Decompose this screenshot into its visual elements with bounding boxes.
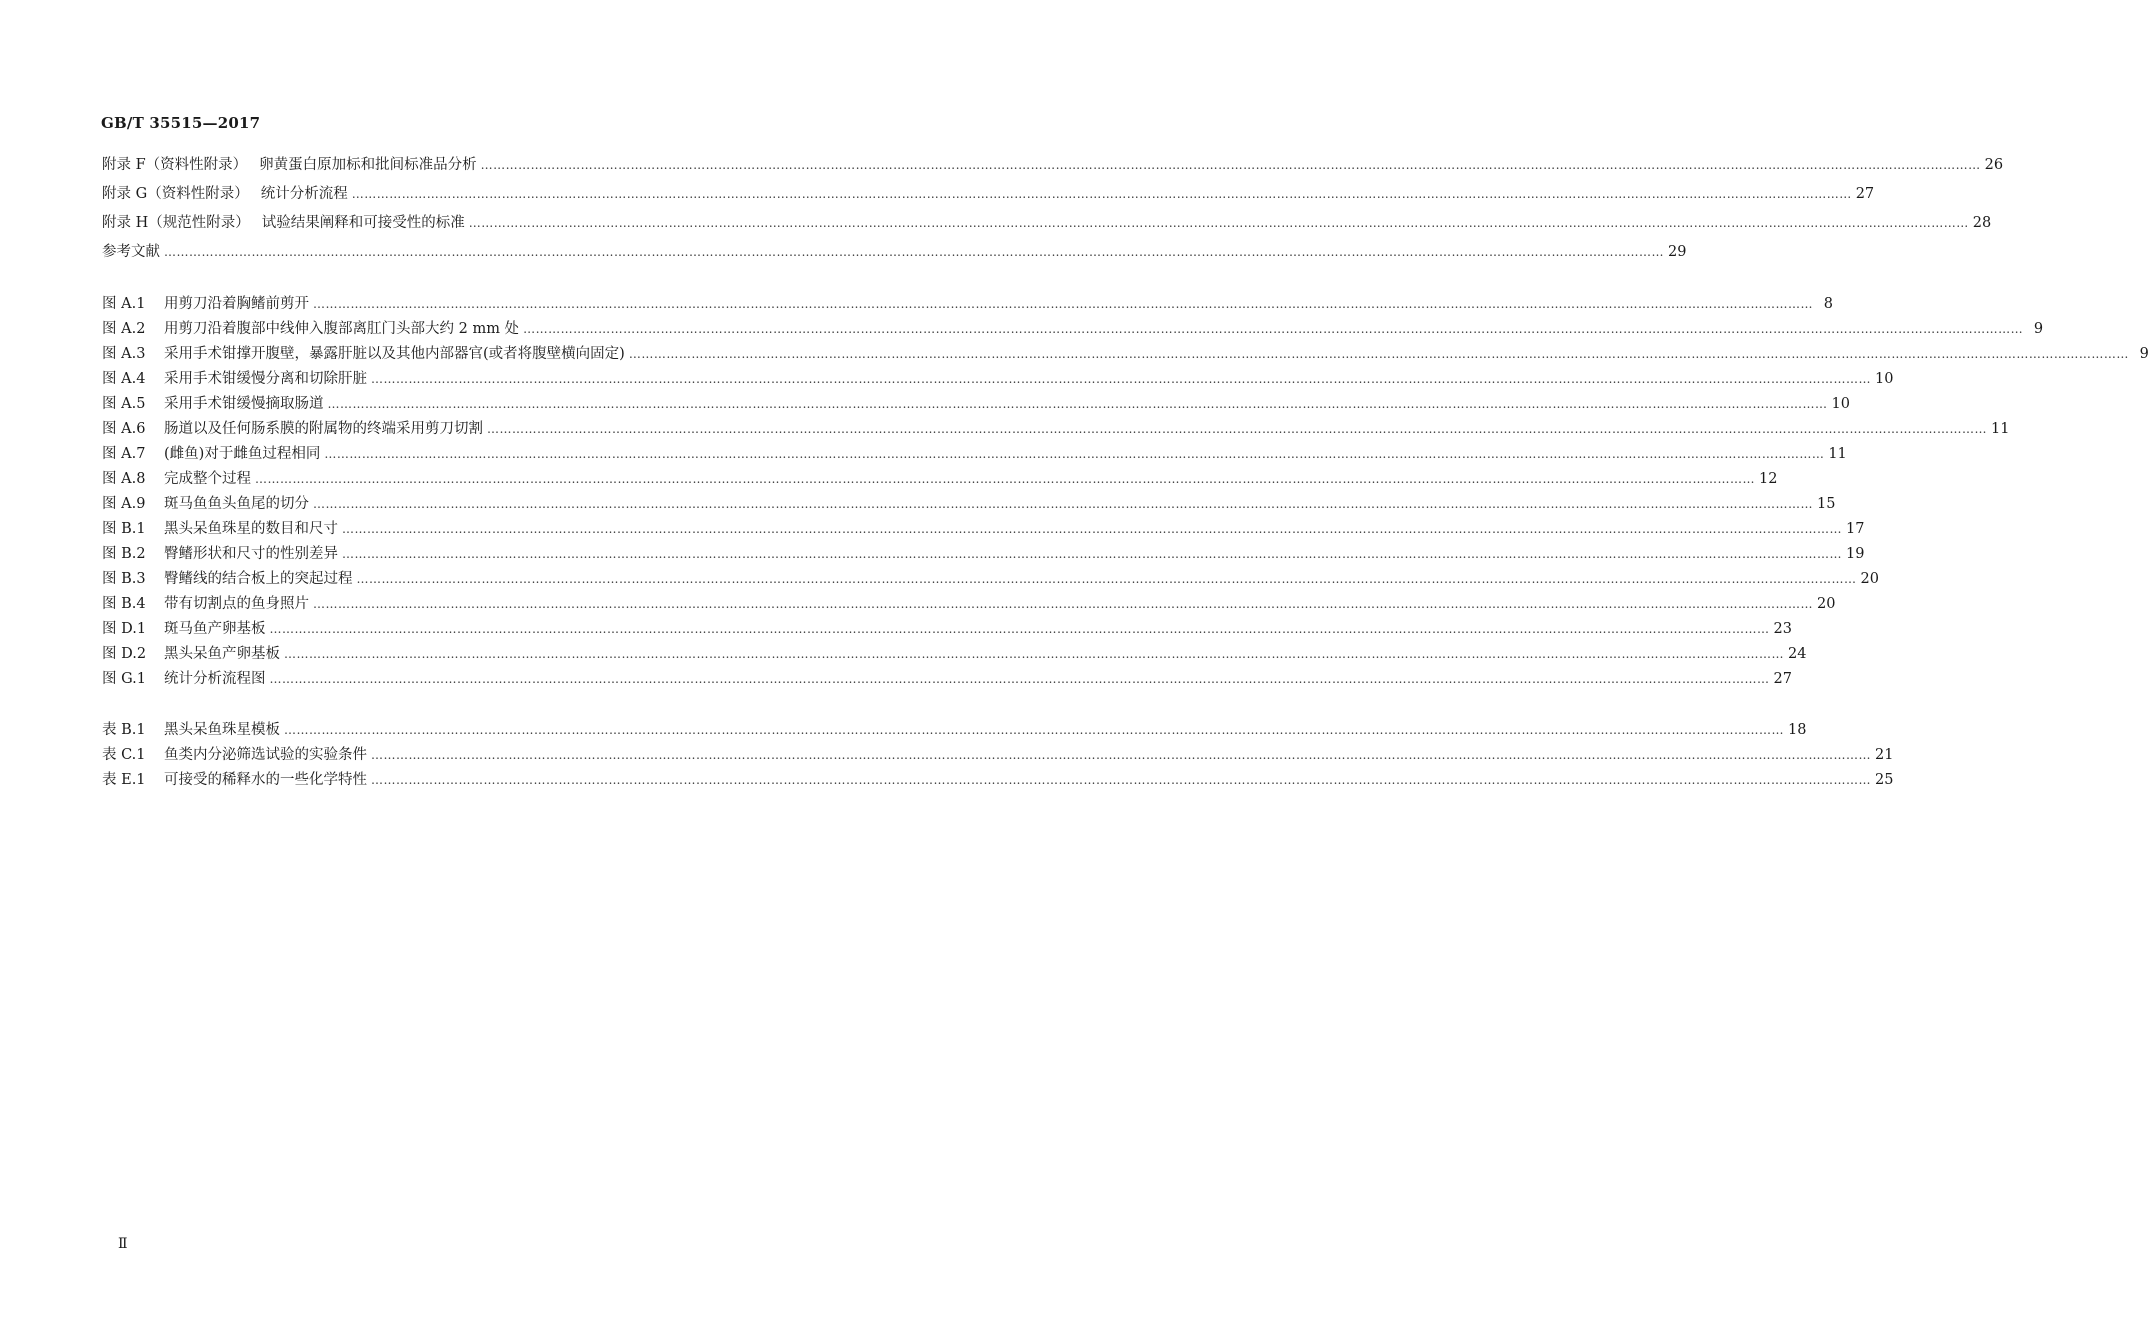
toc-entry-title: 统计分析流程 bbox=[260, 186, 348, 202]
toc-entry-title: 试验结果阐释和可接受性的标准 bbox=[261, 215, 465, 231]
toc-entry-label: 图 A.4 bbox=[102, 371, 146, 387]
toc-entry-page: 27 bbox=[1773, 671, 1792, 687]
toc-entry[interactable] bbox=[102, 617, 1792, 642]
dot-leader: ……………………………………………………………………………………………………………………………………………………………………………………………………………………………………………………………………………………………………………………………… bbox=[269, 622, 1770, 636]
toc-entry-page: 8 bbox=[1823, 296, 1833, 312]
toc-entry[interactable] bbox=[102, 467, 1778, 492]
toc-entry-title: (雌鱼)对于雌鱼过程相同 bbox=[164, 446, 321, 462]
toc-entry-page: 12 bbox=[1759, 471, 1778, 487]
toc-entry[interactable] bbox=[102, 667, 1792, 692]
toc-entry[interactable] bbox=[102, 768, 1894, 793]
toc-entry-page: 10 bbox=[1831, 396, 1850, 412]
toc-entry-label: 图 A.3 bbox=[102, 346, 146, 362]
dot-leader: ……………………………………………………………………………………………………………………………………………………………………………………………………………………………………………………………………………………………………………………………… bbox=[313, 497, 1813, 511]
dot-leader: ……………………………………………………………………………………………………………………………………………………………………………………………………………………………………………………………………………………………………………………………… bbox=[313, 297, 1813, 311]
toc-table-list bbox=[102, 718, 1894, 793]
toc-entry-page: 27 bbox=[1855, 186, 1875, 202]
toc-entry-page: 15 bbox=[1817, 496, 1836, 512]
dot-leader: ……………………………………………………………………………………………………………………………………………………………………………………………………………………………………………………………………………………………………………………………… bbox=[324, 447, 1825, 461]
toc-entry[interactable] bbox=[102, 342, 2149, 367]
toc-entry-title: 用剪刀沿着腹部中线伸入腹部离肛门头部大约 2 mm 处 bbox=[164, 321, 520, 337]
toc-entry-page: 28 bbox=[1972, 215, 1992, 231]
toc-appendix-section bbox=[102, 153, 2004, 269]
dot-leader: ……………………………………………………………………………………………………………………………………………………………………………………………………………………………………………………………………………………………………………………………… bbox=[342, 547, 1842, 561]
toc-entry-label: 图 A.8 bbox=[102, 471, 146, 487]
toc-entry-page: 21 bbox=[1875, 747, 1894, 763]
dot-leader: ……………………………………………………………………………………………………………………………………………………………………………………………………………………………………………………………………………………………………………………………… bbox=[480, 158, 1981, 172]
toc-entry-page: 9 bbox=[2033, 321, 2044, 337]
toc-entry-label: 图 B.1 bbox=[102, 521, 146, 537]
toc-entry-page: 25 bbox=[1875, 772, 1894, 788]
toc-entry-label: 图 A.1 bbox=[102, 296, 146, 312]
toc-entry-title: 采用手术钳缓慢分离和切除肝脏 bbox=[164, 371, 367, 387]
dot-leader: ……………………………………………………………………………………………………………………………………………………………………………………………………………………………………………………………………………………………………………………………… bbox=[164, 245, 1664, 259]
toc-entry-label: 附录 H（规范性附录） bbox=[102, 215, 250, 231]
dot-leader: ……………………………………………………………………………………………………………………………………………………………………………………………………………………………………………………………………………………………………………………………… bbox=[468, 216, 1969, 230]
toc-entry-title: 采用手术钳撑开腹壁，暴露肝脏以及其他内部器官(或者将腹壁横向固定) bbox=[164, 346, 625, 362]
toc-entry-title: 参考文献 bbox=[102, 244, 160, 260]
dot-leader: ……………………………………………………………………………………………………………………………………………………………………………………………………………………………………………………………………………………………………………………………… bbox=[356, 572, 1857, 586]
toc-entry-title: 黑头呆鱼珠星的数目和尺寸 bbox=[164, 521, 338, 537]
toc-entry-title: 卵黄蛋白原加标和批间标准品分析 bbox=[259, 157, 477, 173]
toc-entry-label: 图 A.9 bbox=[102, 496, 146, 512]
toc-entry-page: 11 bbox=[1991, 421, 2010, 437]
toc-entry[interactable] bbox=[102, 517, 1865, 542]
dot-leader: ……………………………………………………………………………………………………………………………………………………………………………………………………………………………………………………………………………………………………………………………… bbox=[523, 322, 2024, 336]
dot-leader: ……………………………………………………………………………………………………………………………………………………………………………………………………………………………………………………………………………………………………………………………… bbox=[327, 397, 1828, 411]
toc-entry-label: 图 A.2 bbox=[102, 321, 146, 337]
toc-entry[interactable] bbox=[102, 182, 1875, 211]
dot-leader: ……………………………………………………………………………………………………………………………………………………………………………………………………………………………………………………………………………………………………………………………… bbox=[351, 187, 1852, 201]
toc-entry-title: 完成整个过程 bbox=[164, 471, 251, 487]
toc-figure-list bbox=[102, 292, 2149, 692]
page-number: Ⅱ bbox=[118, 1236, 128, 1252]
toc-entry-page: 23 bbox=[1773, 621, 1792, 637]
toc-entry[interactable] bbox=[102, 542, 1865, 567]
toc-entry-title: 带有切割点的鱼身照片 bbox=[164, 596, 309, 612]
toc-entry-page: 26 bbox=[1984, 157, 2004, 173]
dot-leader: ……………………………………………………………………………………………………………………………………………………………………………………………………………………………………………………………………………………………………………………………… bbox=[487, 422, 1987, 436]
dot-leader: ……………………………………………………………………………………………………………………………………………………………………………………………………………………………………………………………………………………………………………………………… bbox=[284, 647, 1784, 661]
toc-entry-title: 斑马鱼鱼头鱼尾的切分 bbox=[164, 496, 309, 512]
toc-entry-label: 图 G.1 bbox=[102, 671, 147, 687]
toc-entry-title: 鱼类内分泌筛选试验的实验条件 bbox=[164, 747, 367, 763]
toc-entry-page: 20 bbox=[1817, 596, 1836, 612]
dot-leader: ……………………………………………………………………………………………………………………………………………………………………………………………………………………………………………………………………………………………………………………………… bbox=[371, 372, 1871, 386]
toc-entry-label: 图 A.6 bbox=[102, 421, 146, 437]
toc-entry-label: 图 B.3 bbox=[102, 571, 146, 587]
dot-leader: ……………………………………………………………………………………………………………………………………………………………………………………………………………………………………………………………………………………………………………………………… bbox=[269, 672, 1770, 686]
toc-entry-page: 20 bbox=[1860, 571, 1879, 587]
toc-entry-label: 附录 F（资料性附录） bbox=[102, 157, 248, 173]
toc-entry[interactable] bbox=[102, 367, 1894, 392]
dot-leader: ……………………………………………………………………………………………………………………………………………………………………………………………………………………………………………………………………………………………………………………………… bbox=[371, 748, 1871, 762]
toc-entry-label: 表 C.1 bbox=[102, 747, 146, 763]
toc-entry-label: 图 A.7 bbox=[102, 446, 146, 462]
toc-entry-title: 可接受的稀释水的一些化学特性 bbox=[164, 772, 367, 788]
toc-entry-title: 用剪刀沿着胸鳍前剪开 bbox=[164, 296, 309, 312]
toc-entry-label: 表 E.1 bbox=[102, 772, 146, 788]
toc-entry[interactable] bbox=[102, 743, 1894, 768]
toc-entry-page: 24 bbox=[1788, 646, 1807, 662]
toc-entry-page: 17 bbox=[1846, 521, 1865, 537]
toc-entry-page: 18 bbox=[1788, 722, 1807, 738]
toc-entry-title: 统计分析流程图 bbox=[164, 671, 266, 687]
toc-entry-title: 臀鳍线的结合板上的突起过程 bbox=[164, 571, 353, 587]
toc-entry-label: 表 B.1 bbox=[102, 722, 146, 738]
toc-entry-label: 图 D.2 bbox=[102, 646, 147, 662]
dot-leader: ……………………………………………………………………………………………………………………………………………………………………………………………………………………………………………………………………………………………………………………………… bbox=[284, 723, 1784, 737]
toc-entry-page: 10 bbox=[1875, 371, 1894, 387]
toc-entry-label: 附录 G（资料性附录） bbox=[102, 186, 249, 202]
toc-entry[interactable] bbox=[102, 240, 1687, 269]
toc-entry-page: 29 bbox=[1668, 244, 1687, 260]
toc-entry-title: 臀鳍形状和尺寸的性别差异 bbox=[164, 546, 338, 562]
toc-entry-label: 图 A.5 bbox=[102, 396, 146, 412]
toc-entry[interactable] bbox=[102, 292, 1833, 317]
dot-leader: ……………………………………………………………………………………………………………………………………………………………………………………………………………………………………………………………………………………………………………………………… bbox=[371, 773, 1871, 787]
toc-entry-title: 黑头呆鱼产卵基板 bbox=[164, 646, 280, 662]
dot-leader: ……………………………………………………………………………………………………………………………………………………………………………………………………………………………………………………………………………………………………………………………… bbox=[313, 597, 1813, 611]
toc-entry[interactable] bbox=[102, 718, 1807, 743]
toc-entry-title: 黑头呆鱼珠星模板 bbox=[164, 722, 280, 738]
toc-entry[interactable] bbox=[102, 317, 2044, 342]
toc-entry[interactable] bbox=[102, 442, 1847, 467]
toc-entry[interactable] bbox=[102, 211, 1992, 240]
toc-entry[interactable] bbox=[102, 392, 1850, 417]
toc-entry[interactable] bbox=[102, 153, 2004, 182]
document-id-header: GB/T 35515—2017 bbox=[101, 114, 261, 132]
toc-entry-title: 采用手术钳缓慢摘取肠道 bbox=[164, 396, 324, 412]
toc-entry-title: 肠道以及任何肠系膜的附属物的终端采用剪刀切割 bbox=[164, 421, 483, 437]
toc-entry[interactable] bbox=[102, 642, 1807, 667]
toc-entry[interactable] bbox=[102, 417, 2010, 442]
toc-entry-label: 图 D.1 bbox=[102, 621, 147, 637]
toc-entry-page: 19 bbox=[1846, 546, 1865, 562]
toc-entry-label: 图 B.2 bbox=[102, 546, 146, 562]
toc-entry-page: 11 bbox=[1828, 446, 1847, 462]
toc-entry[interactable] bbox=[102, 492, 1836, 517]
toc-entry-label: 图 B.4 bbox=[102, 596, 146, 612]
dot-leader: ……………………………………………………………………………………………………………………………………………………………………………………………………………………………………………………………………………………………………………………………… bbox=[628, 347, 2129, 361]
toc-entry[interactable] bbox=[102, 592, 1836, 617]
toc-entry-page: 9 bbox=[2139, 346, 2149, 362]
dot-leader: ……………………………………………………………………………………………………………………………………………………………………………………………………………………………………………………………………………………………………………………………… bbox=[342, 522, 1842, 536]
dot-leader: ……………………………………………………………………………………………………………………………………………………………………………………………………………………………………………………………………………………………………………………………… bbox=[255, 472, 1755, 486]
toc-entry[interactable] bbox=[102, 567, 1879, 592]
toc-entry-title: 斑马鱼产卵基板 bbox=[164, 621, 266, 637]
